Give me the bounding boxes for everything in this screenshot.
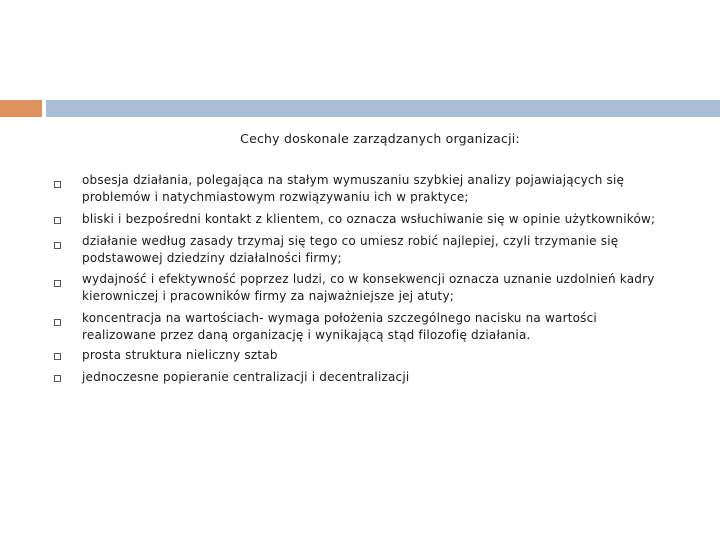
bullet-line: prosta struktura nieliczny sztab xyxy=(82,348,278,362)
bullet-text xyxy=(82,211,682,228)
bullet-line: bliski i bezpośredni kontakt z klientem, co oznacza wsłuchiwanie się w opinie użytkowników; xyxy=(82,212,656,226)
bullet-line: koncentracja na wartościach- wymaga położenia szczególnego nacisku na wartości xyxy=(82,311,597,325)
bullet-text xyxy=(82,271,682,305)
bullet-text xyxy=(82,369,682,386)
bullet-text xyxy=(82,233,682,267)
slide-title: Cechy doskonale zarządzanych organizacji: xyxy=(240,131,520,146)
bullet-line: działanie według zasady trzymaj się tego co umiesz robić najlepiej, czyli trzymanie się xyxy=(82,234,619,248)
bullet-line: realizowane przez daną organizację i wynikającą stąd filozofię działania. xyxy=(82,328,531,342)
bullet-line: problemów i natychmiastowym rozwiązywaniu ich w praktyce; xyxy=(82,190,469,204)
bullet-line: wydajność i efektywność poprzez ludzi, co w konsekwencji oznacza uznanie uzdolnień kadry xyxy=(82,272,655,286)
square-bullet-icon xyxy=(54,242,61,249)
bullet-line: obsesja działania, polegająca na stałym wymuszaniu szybkiej analizy pojawiających się xyxy=(82,173,625,187)
bullet-line: kierowniczej i pracowników firmy za najważniejsze jej atuty; xyxy=(82,289,454,303)
square-bullet-icon xyxy=(54,375,61,382)
bullet-text xyxy=(82,347,682,364)
bullet-text xyxy=(82,172,682,206)
bullet-line: podstawowej dziedziny działalności firmy; xyxy=(82,251,342,265)
square-bullet-icon xyxy=(54,280,61,287)
square-bullet-icon xyxy=(54,217,61,224)
bullet-line: jednoczesne popieranie centralizacji i decentralizacji xyxy=(82,370,410,384)
square-bullet-icon xyxy=(54,319,61,326)
square-bullet-icon xyxy=(54,353,61,360)
square-bullet-icon xyxy=(54,181,61,188)
bullet-text xyxy=(82,310,682,344)
